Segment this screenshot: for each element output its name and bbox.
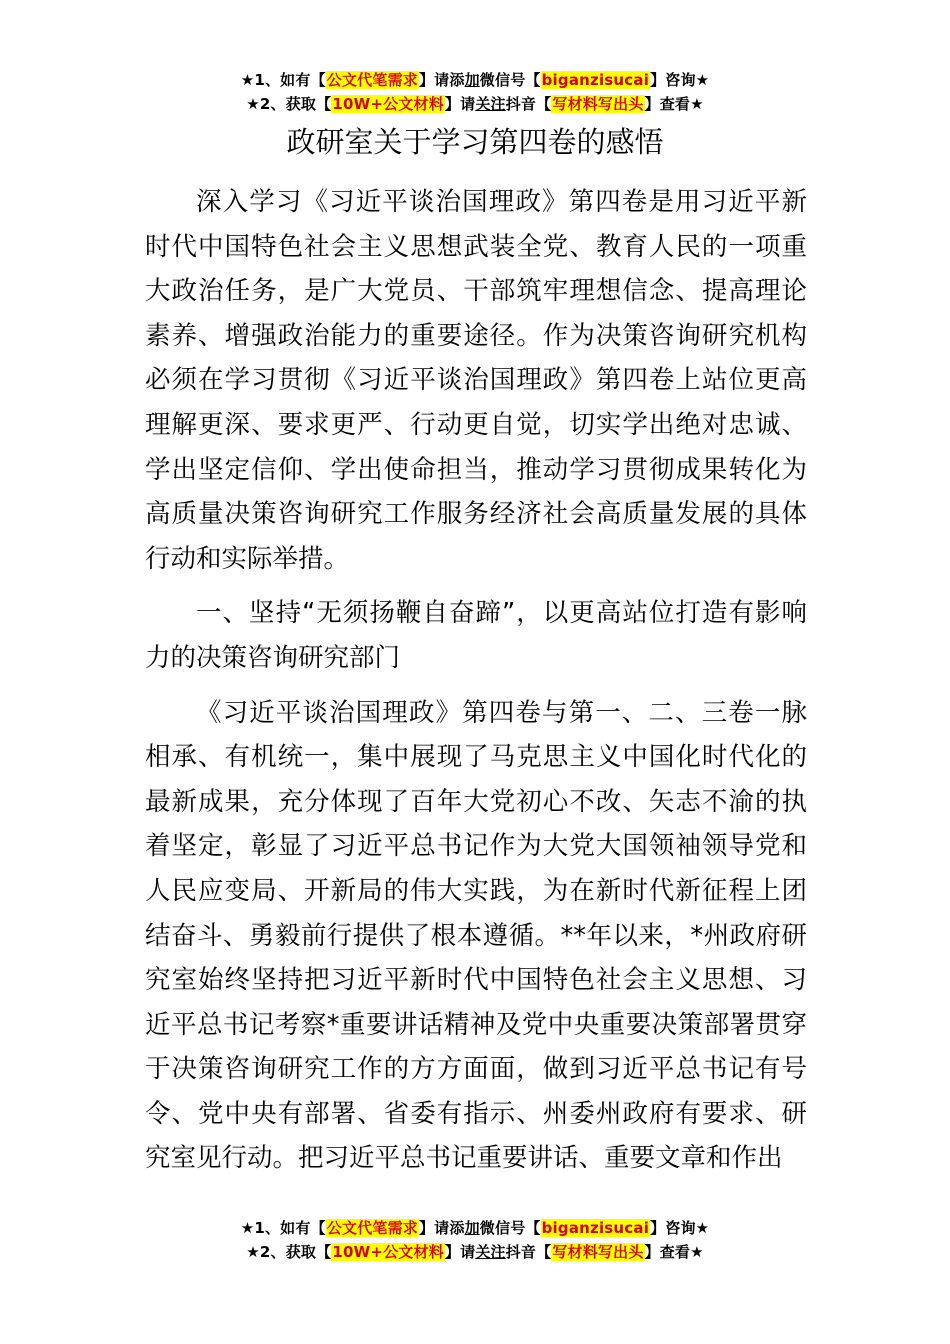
banner-text: 微信号【 xyxy=(479,71,541,89)
paragraph-section-heading: 一、坚持“无须扬鞭自奋蹄”，以更高站位打造有影响力的决策咨询研究部门 xyxy=(145,598,807,673)
paragraph-intro: 深入学习《习近平谈治国理政》第四卷是用习近平新时代中国特色社会主义思想武装全党、教育人民的一项重大政治任务，是广大党员、干部筑牢理想信念、提高理论素养、增强政治能力的重要途径。作为决策咨询研究机构必须在学习贯彻《习近平谈治国理政》第四卷上站位更高理解更深、要求更严、行动更自觉，切实学出绝对忠诚、学出坚定信仰、学出使命担当，推动学习贯彻成果转化为高质量决策咨询研究工作服务经济社会高质量发展的具体行动和实际举措。 xyxy=(145,187,807,574)
highlight-wechat-id: biganzisucai xyxy=(541,1219,650,1237)
highlight-ghostwriting: 公文代笔需求 xyxy=(326,1219,418,1237)
banner-text: 】请添 xyxy=(418,71,465,89)
banner-text-underlined: 加 xyxy=(464,71,480,89)
banner-text: ★1、如有【 xyxy=(240,71,326,89)
document-body xyxy=(145,180,807,1181)
highlight-wechat-id: biganzisucai xyxy=(541,71,650,89)
banner-text: 】查看★ xyxy=(644,95,704,113)
banner-text-underlined: 关注 xyxy=(475,95,506,113)
highlight-douyin: 写材料写出头 xyxy=(552,1243,644,1261)
highlight-materials: 10W+公文材料 xyxy=(332,95,444,113)
banner-text: 】咨询★ xyxy=(650,71,710,89)
banner-text: 】请 xyxy=(444,95,476,113)
banner-text: 】请 xyxy=(444,1243,476,1261)
banner-line-1 xyxy=(0,1216,950,1240)
banner-text-underlined: 加 xyxy=(464,1219,480,1237)
footer-banner xyxy=(0,1216,950,1264)
banner-text: ★2、获取【 xyxy=(246,95,332,113)
banner-text: 微信号【 xyxy=(479,1219,541,1237)
banner-line-2 xyxy=(0,1240,950,1264)
banner-text-underlined: 关注 xyxy=(475,1243,506,1261)
highlight-ghostwriting: 公文代笔需求 xyxy=(326,71,418,89)
banner-text: 抖音【 xyxy=(505,1243,552,1261)
banner-text: 】请添 xyxy=(418,1219,465,1237)
paragraph-body: 《习近平谈治国理政》第四卷与第一、二、三卷一脉相承、有机统一，集中展现了马克思主义中国化时代化的最新成果，充分体现了百年大党初心不改、矢志不渝的执着坚定，彰显了习近平总书记作为大党大国领袖领导党和人民应变局、开新局的伟大实践，为在新时代新征程上团结奋斗、勇毅前行提供了根本遵循。**年以来，*州政府研究室始终坚持把习近平新时代中国特色社会主义思想、习近平总书记考察*重要讲话精神及党中央重要决策部署贯穿于决策咨询研究工作的方方面面，做到习近平总书记有号令、党中央有部署、省委有指示、州委州政府有要求、研究室见行动。把习近平总书记重要讲话、重要文章和作出 xyxy=(145,697,807,1174)
header-banner xyxy=(0,68,950,116)
banner-text: 】咨询★ xyxy=(650,1219,710,1237)
highlight-materials: 10W+公文材料 xyxy=(332,1243,444,1261)
banner-text: ★2、获取【 xyxy=(246,1243,332,1261)
banner-line-1 xyxy=(0,68,950,92)
highlight-douyin: 写材料写出头 xyxy=(552,95,644,113)
banner-text: ★1、如有【 xyxy=(240,1219,326,1237)
banner-text: 抖音【 xyxy=(505,95,552,113)
banner-line-2 xyxy=(0,92,950,116)
document-title: 政研室关于学习第四卷的感悟 xyxy=(286,125,664,159)
banner-text: 】查看★ xyxy=(644,1243,704,1261)
